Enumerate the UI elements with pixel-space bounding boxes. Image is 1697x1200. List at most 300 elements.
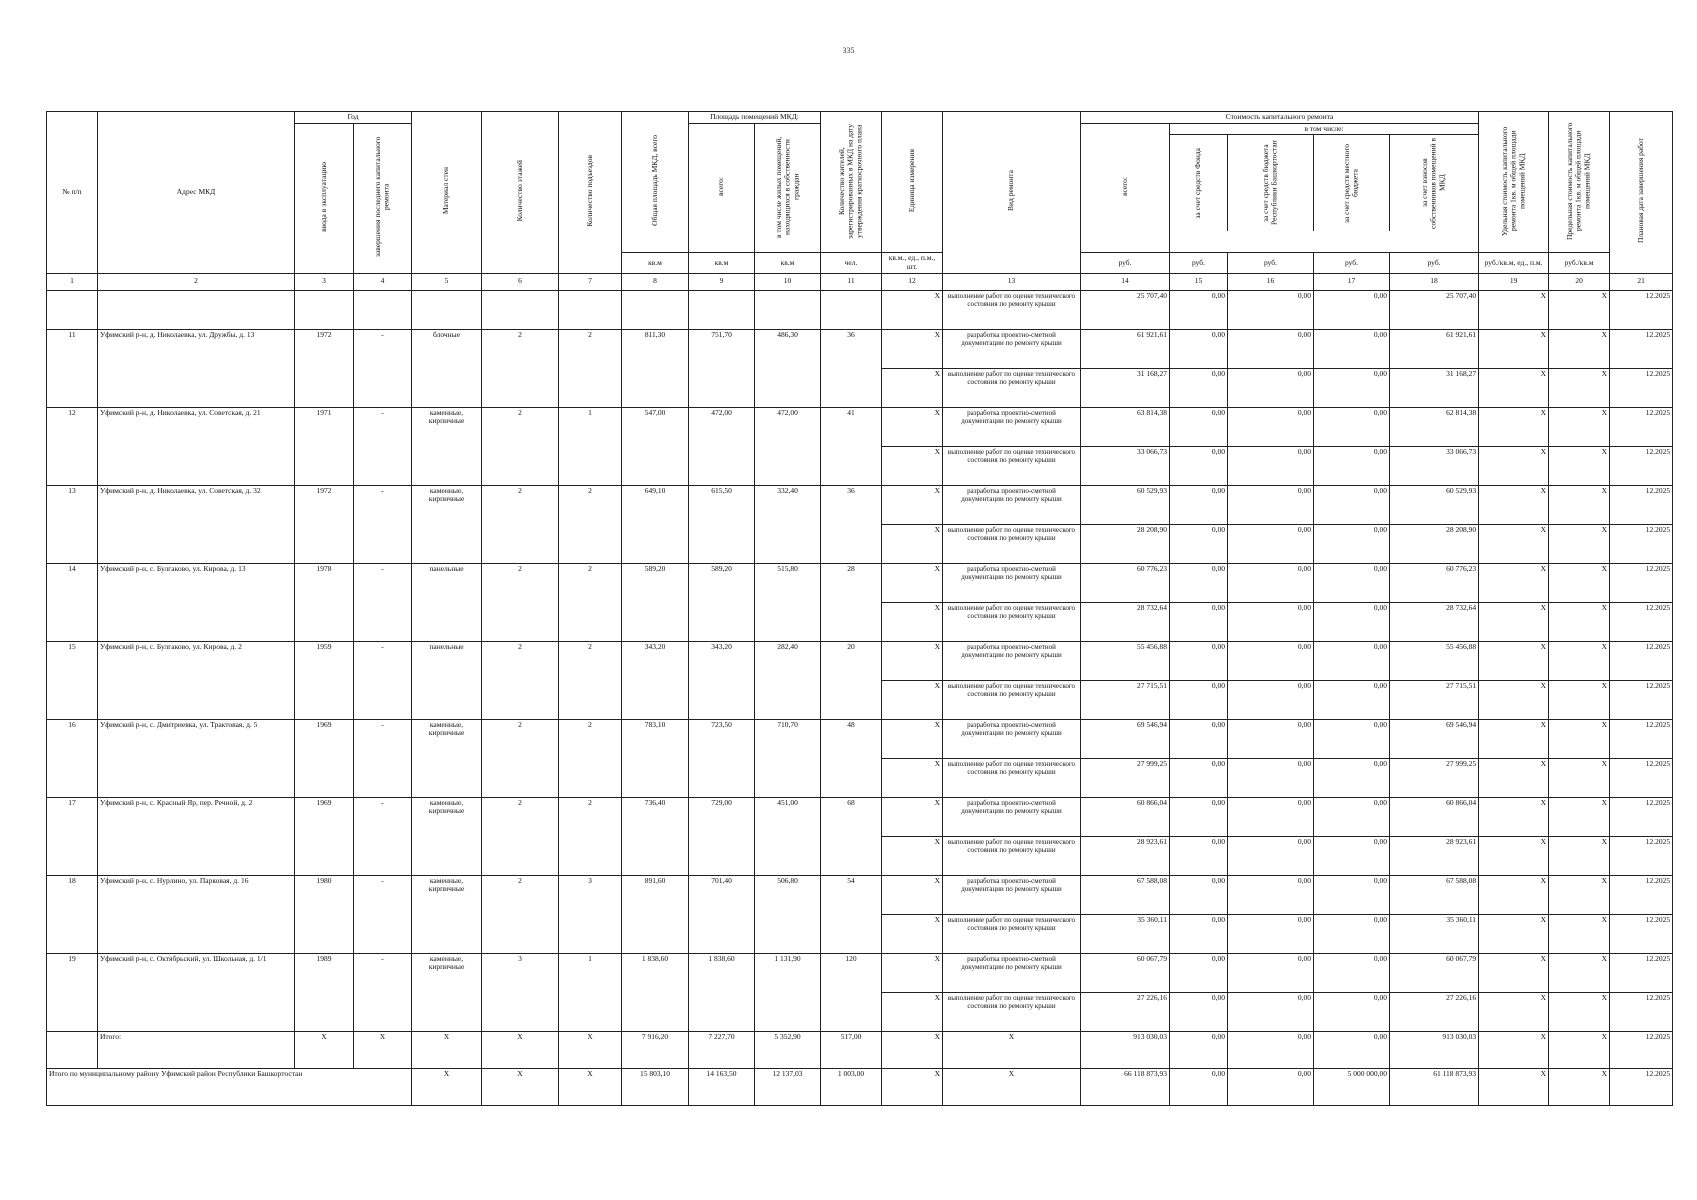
cell-local: 0,00	[1314, 875, 1390, 914]
cell-fund: 0,00	[1170, 914, 1228, 953]
hdr-cost-incl-wrap	[1170, 123, 1479, 253]
cell-fund: 0,00	[1170, 368, 1228, 407]
cell-district-owners: 61 118 873,93	[1390, 1068, 1479, 1105]
table-row	[47, 329, 1673, 368]
hdr-unit-rub2: руб.	[1170, 253, 1228, 273]
hdr-area-group: Площадь помещений МКД:	[689, 112, 821, 124]
column-number: 11	[821, 273, 882, 290]
cell-index: 18	[47, 875, 98, 953]
cell-district-republic: 0,00	[1228, 1068, 1314, 1105]
cell-total-area: 589,20	[622, 563, 689, 641]
cell-fund: 0,00	[1170, 758, 1228, 797]
cell-total-area: 649,10	[622, 485, 689, 563]
page-number: 335	[842, 46, 855, 55]
cell-republic: 0,00	[1228, 914, 1314, 953]
cell-itogo-area1: 7 227,70	[689, 1031, 755, 1068]
cell-date: 12.2025	[1610, 875, 1673, 914]
cell-local: 0,00	[1314, 797, 1390, 836]
cell-wall-material: каменные, кирпичные	[412, 953, 482, 1031]
cell-specific: X	[1479, 563, 1549, 602]
cell-unit: X	[882, 524, 943, 563]
cell-floors: 2	[482, 485, 559, 563]
cell-specific: X	[1479, 758, 1549, 797]
cell-local: 0,00	[1314, 836, 1390, 875]
hdr-cost-republic: за счет средств бюджета Республики Башкортостан	[1228, 135, 1314, 231]
cell-year-commission: 1969	[295, 797, 354, 875]
cell-work: разработка проектно-сметной документации по ремонту крыши	[943, 407, 1081, 446]
cell-year-commission: 1978	[295, 563, 354, 641]
cell-district-total: 66 118 873,93	[1081, 1068, 1170, 1105]
cell-limit: X	[1549, 797, 1610, 836]
cell-entrances: 2	[559, 563, 622, 641]
cell-date: 12.2025	[1610, 758, 1673, 797]
cell-total: 61 921,61	[1081, 329, 1170, 368]
cell-year-last-repair: -	[354, 719, 412, 797]
cell-itogo-local: 0,00	[1314, 1031, 1390, 1068]
cell-unit: X	[882, 953, 943, 992]
cell-owners: 55 456,88	[1390, 641, 1479, 680]
hdr-floors: Количество этажей	[482, 112, 559, 274]
hdr-unit-rub4: руб.	[1314, 253, 1390, 273]
cell-republic: 0,00	[1228, 446, 1314, 485]
cell-fund: 0,00	[1170, 953, 1228, 992]
table-body	[47, 290, 1673, 1031]
cell-work: выполнение работ по оценке технического состояния по ремонту крыши	[943, 836, 1081, 875]
cell-specific: X	[1479, 953, 1549, 992]
cell-area-total: 751,70	[689, 329, 755, 407]
cell-floors: 2	[482, 719, 559, 797]
cell-total: 28 923,61	[1081, 836, 1170, 875]
cell-work: выполнение работ по оценке технического состояния по ремонту крыши	[943, 992, 1081, 1031]
hdr-year-commission: ввода в эксплуатацию	[295, 123, 354, 273]
cell-year-commission: 1969	[295, 719, 354, 797]
cell-local: 0,00	[1314, 563, 1390, 602]
column-number: 20	[1549, 273, 1610, 290]
cell-work: разработка проектно-сметной документации по ремонту крыши	[943, 953, 1081, 992]
cell-year-last-repair: -	[354, 641, 412, 719]
cell-specific: X	[1479, 407, 1549, 446]
cell-limit: X	[1549, 641, 1610, 680]
cell-index: 17	[47, 797, 98, 875]
cell-district-fund: 0,00	[1170, 1068, 1228, 1105]
cell-itogo-republic: 0,00	[1228, 1031, 1314, 1068]
cell-year-last-repair: -	[354, 563, 412, 641]
cell-wall-material: каменные, кирпичные	[412, 407, 482, 485]
cell-year-last-repair: -	[354, 875, 412, 953]
cell-owners: 60 776,23	[1390, 563, 1479, 602]
cell-fund: 0,00	[1170, 329, 1228, 368]
hdr-limit-cost: Предельная стоимость капитального ремонта 1кв. м общей площади помещений МКД	[1549, 112, 1610, 253]
cell-wall-material: блочные	[412, 329, 482, 407]
cell-unit: X	[882, 797, 943, 836]
cell-district-floors: X	[482, 1068, 559, 1105]
cell-year-commission: 1989	[295, 953, 354, 1031]
cell-entrances: 2	[559, 485, 622, 563]
cell-fund: 0,00	[1170, 836, 1228, 875]
cell-total: 28 732,64	[1081, 602, 1170, 641]
cell-date: 12.2025	[1610, 407, 1673, 446]
column-number: 1	[47, 273, 98, 290]
column-number: 14	[1081, 273, 1170, 290]
cell-owners: 67 588,08	[1390, 875, 1479, 914]
cell-republic: 0,00	[1228, 953, 1314, 992]
column-number: 13	[943, 273, 1081, 290]
cell-date: 12.2025	[1610, 368, 1673, 407]
cell-address: Уфимский р-н, с. Булгаково, ул. Кирова, д. 13	[98, 563, 295, 641]
cell-address: Уфимский р-н, д. Николаевка, ул. Советская, д. 21	[98, 407, 295, 485]
hdr-year-last-repair: завершения последнего капитального ремонта	[354, 123, 412, 273]
table-row	[47, 797, 1673, 836]
cell-specific: X	[1479, 446, 1549, 485]
cell-specific: X	[1479, 485, 1549, 524]
cell-address: Уфимский р-н, с. Булгаково, ул. Кирова, д. 2	[98, 641, 295, 719]
cell-floors: 2	[482, 329, 559, 407]
cell-unit: X	[882, 875, 943, 914]
column-number: 10	[755, 273, 821, 290]
cell-itogo-y1: X	[295, 1031, 354, 1068]
cell-local: 0,00	[1314, 914, 1390, 953]
cell-total: 28 208,90	[1081, 524, 1170, 563]
cell-district-date: 12.2025	[1610, 1068, 1673, 1105]
cell-work: выполнение работ по оценке технического состояния по ремонту крыши	[943, 680, 1081, 719]
cell-unit: X	[882, 329, 943, 368]
cell-limit: X	[1549, 953, 1610, 992]
cell-work: выполнение работ по оценке технического состояния по ремонту крыши	[943, 914, 1081, 953]
cell-fund: 0,00	[1170, 641, 1228, 680]
column-number: 8	[622, 273, 689, 290]
table-row	[47, 875, 1673, 914]
cell-local: 0,00	[1314, 407, 1390, 446]
hdr-area-total: всего:	[689, 123, 755, 253]
cell-district-total-area: 15 803,10	[622, 1068, 689, 1105]
cell-address: Уфимский р-н, д. Николаевка, ул. Советская, д. 32	[98, 485, 295, 563]
cell-republic: 0,00	[1228, 719, 1314, 758]
column-number: 9	[689, 273, 755, 290]
cell-itogo-mat: X	[412, 1031, 482, 1068]
cell-specific: X	[1479, 641, 1549, 680]
cell-republic: 0,00	[1228, 407, 1314, 446]
cell-owners: 28 923,61	[1390, 836, 1479, 875]
cell-republic: 0,00	[1228, 875, 1314, 914]
column-number: 15	[1170, 273, 1228, 290]
cell-total-area: 811,30	[622, 329, 689, 407]
cell-address: Уфимский р-н, с. Дмитриевка, ул. Трактовая, д. 5	[98, 719, 295, 797]
cell-fund: 0,00	[1170, 563, 1228, 602]
capital-repair-table-wrapper	[46, 111, 1672, 1106]
cell-fund: 0,00	[1170, 797, 1228, 836]
hdr-cost-total: всего:	[1081, 123, 1170, 253]
cell-district-area1: 14 163,50	[689, 1068, 755, 1105]
cell-specific: X	[1479, 524, 1549, 563]
cell-limit: X	[1549, 563, 1610, 602]
table-row	[47, 407, 1673, 446]
cell-unit: X	[882, 407, 943, 446]
cell-year-commission: 1980	[295, 875, 354, 953]
cell-work: разработка проектно-сметной документации по ремонту крыши	[943, 719, 1081, 758]
cell-index: 15	[47, 641, 98, 719]
cell-itogo-total: 913 030,03	[1081, 1031, 1170, 1068]
cell-unit: X	[882, 446, 943, 485]
hdr-wall-material: Материал стен	[412, 112, 482, 274]
cell-district-work: X	[943, 1068, 1081, 1105]
cell-total: 35 360,11	[1081, 914, 1170, 953]
cell-local: 0,00	[1314, 680, 1390, 719]
cell-owners: 62 814,38	[1390, 407, 1479, 446]
cell-owners: 60 067,79	[1390, 953, 1479, 992]
cell-total-area: 547,00	[622, 407, 689, 485]
cell-fund: 0,00	[1170, 290, 1228, 329]
cell-itogo-floors: X	[482, 1031, 559, 1068]
cell-area-total: 729,00	[689, 797, 755, 875]
cell-unit: X	[882, 914, 943, 953]
cell-specific: X	[1479, 602, 1549, 641]
cell-limit: X	[1549, 719, 1610, 758]
cell-total: 60 776,23	[1081, 563, 1170, 602]
cell-fund: 0,00	[1170, 485, 1228, 524]
cell-owners: 28 732,64	[1390, 602, 1479, 641]
cell-total: 25 707,40	[1081, 290, 1170, 329]
hdr-unit-lim: руб./кв.м	[1549, 253, 1610, 273]
cell-limit: X	[1549, 446, 1610, 485]
cell-area-fund: 472,00	[755, 407, 821, 485]
cell-republic: 0,00	[1228, 797, 1314, 836]
cell-area-total: 343,20	[689, 641, 755, 719]
cell-itogo-area2: 5 352,90	[755, 1031, 821, 1068]
table-row-continuation	[47, 290, 1673, 329]
cell-local: 0,00	[1314, 992, 1390, 1031]
cell-limit: X	[1549, 992, 1610, 1031]
cell-specific: X	[1479, 329, 1549, 368]
cell-date: 12.2025	[1610, 953, 1673, 992]
table-header	[47, 112, 1673, 291]
cell-area-total: 472,00	[689, 407, 755, 485]
table-row	[47, 719, 1673, 758]
cell-floors: 2	[482, 797, 559, 875]
cell-itogo-y2: X	[354, 1031, 412, 1068]
cell-fund: 0,00	[1170, 719, 1228, 758]
cell-itogo-label: Итого:	[98, 1031, 295, 1068]
cell-total: 63 814,38	[1081, 407, 1170, 446]
hdr-work-type: Вид ремонта	[943, 112, 1081, 274]
hdr-specific-cost: Удельная стоимость капитального ремонта 1кв. м общей площади помещений МКД	[1479, 112, 1549, 253]
cell-district-mat: X	[412, 1068, 482, 1105]
cell-republic: 0,00	[1228, 641, 1314, 680]
cell-work: выполнение работ по оценке технического состояния по ремонту крыши	[943, 290, 1081, 329]
hdr-cost-fund: за счет средств Фонда	[1170, 135, 1228, 231]
cell-owners: 35 360,11	[1390, 914, 1479, 953]
hdr-unit-spec: руб./кв.м, ед., п.м.	[1479, 253, 1549, 273]
cell-total-area: 736,40	[622, 797, 689, 875]
column-number: 19	[1479, 273, 1549, 290]
cell-itogo-residents: 517,00	[821, 1031, 882, 1068]
cell-unit: X	[882, 563, 943, 602]
cell-unit: X	[882, 485, 943, 524]
cell-area-fund: 710,70	[755, 719, 821, 797]
cell-itogo-entrances: X	[559, 1031, 622, 1068]
cell-itogo-specific: X	[1479, 1031, 1549, 1068]
hdr-cost-local: за счет средств местного бюджета	[1314, 135, 1390, 231]
cell-unit: X	[882, 680, 943, 719]
cell-work: выполнение работ по оценке технического состояния по ремонту крыши	[943, 602, 1081, 641]
hdr-unit-area2: кв.м	[689, 253, 755, 273]
table-row-district-total	[47, 1068, 1673, 1105]
cell-date: 12.2025	[1610, 485, 1673, 524]
cell-specific: X	[1479, 914, 1549, 953]
cell-fund: 0,00	[1170, 602, 1228, 641]
table-row	[47, 953, 1673, 992]
cell-total: 33 066,73	[1081, 446, 1170, 485]
cell-local: 0,00	[1314, 290, 1390, 329]
cell-district-entrances: X	[559, 1068, 622, 1105]
cell-unit: X	[882, 719, 943, 758]
column-number: 7	[559, 273, 622, 290]
cell-local: 0,00	[1314, 602, 1390, 641]
cell-area-fund: 486,30	[755, 329, 821, 407]
cell-owners: 25 707,40	[1390, 290, 1479, 329]
cell-residents: 28	[821, 563, 882, 641]
cell-itogo-fund: 0,00	[1170, 1031, 1228, 1068]
cell-limit: X	[1549, 368, 1610, 407]
cell-address: Уфимский р-н, д. Николаевка, ул. Дружбы, д. 13	[98, 329, 295, 407]
cell-index: 11	[47, 329, 98, 407]
cell-fund: 0,00	[1170, 875, 1228, 914]
cell-limit: X	[1549, 836, 1610, 875]
cell-work: разработка проектно-сметной документации по ремонту крыши	[943, 329, 1081, 368]
cell-date: 12.2025	[1610, 797, 1673, 836]
cell-address: Уфимский р-н, с. Октябрьский, ул. Школьная, д. 1/1	[98, 953, 295, 1031]
cell-owners: 33 066,73	[1390, 446, 1479, 485]
cell-republic: 0,00	[1228, 836, 1314, 875]
cell-area-fund: 1 131,90	[755, 953, 821, 1031]
cell-entrances: 1	[559, 407, 622, 485]
cell-owners: 27 999,25	[1390, 758, 1479, 797]
hdr-planned-date: Плановая дата завершения работ	[1610, 112, 1673, 274]
hdr-unit-rub1: руб.	[1081, 253, 1170, 273]
cell-local: 0,00	[1314, 446, 1390, 485]
cell-year-last-repair: -	[354, 797, 412, 875]
cell-date: 12.2025	[1610, 719, 1673, 758]
cell-date: 12.2025	[1610, 992, 1673, 1031]
cell-wall-material: каменные, кирпичные	[412, 797, 482, 875]
cell-entrances: 3	[559, 875, 622, 953]
cell-district-local: 5 000 000,00	[1314, 1068, 1390, 1105]
table-row	[47, 485, 1673, 524]
cell-work: выполнение работ по оценке технического состояния по ремонту крыши	[943, 368, 1081, 407]
cell-year-last-repair: -	[354, 407, 412, 485]
cell-itogo-total-area: 7 916,20	[622, 1031, 689, 1068]
cell-owners: 60 529,93	[1390, 485, 1479, 524]
table-totals	[47, 1031, 1673, 1105]
cell-date: 12.2025	[1610, 641, 1673, 680]
cell-itogo-limit: X	[1549, 1031, 1610, 1068]
cell-limit: X	[1549, 680, 1610, 719]
cell-owners: 27 226,16	[1390, 992, 1479, 1031]
cell-fund: 0,00	[1170, 992, 1228, 1031]
hdr-unit-area: кв.м	[622, 253, 689, 273]
cell-specific: X	[1479, 290, 1549, 329]
cell-republic: 0,00	[1228, 524, 1314, 563]
cell-unit: X	[882, 758, 943, 797]
cell-index: 14	[47, 563, 98, 641]
cell-republic: 0,00	[1228, 329, 1314, 368]
cell-entrances: 2	[559, 719, 622, 797]
cell-unit: X	[882, 602, 943, 641]
cell-floors: 2	[482, 407, 559, 485]
cell-area-fund: 282,40	[755, 641, 821, 719]
cell-owners: 27 715,51	[1390, 680, 1479, 719]
cell-date: 12.2025	[1610, 836, 1673, 875]
hdr-residents: Количество жителей, зарегистрированных в МКД на дату утверждения краткосрочного плана	[821, 112, 882, 253]
cell-address: Уфимский р-н, с. Красный Яр, пер. Речной, д. 2	[98, 797, 295, 875]
cell-specific: X	[1479, 719, 1549, 758]
cell-owners: 28 208,90	[1390, 524, 1479, 563]
cell-local: 0,00	[1314, 953, 1390, 992]
cell-floors: 3	[482, 953, 559, 1031]
cell-work: разработка проектно-сметной документации по ремонту крыши	[943, 485, 1081, 524]
cell-district-unit: X	[882, 1068, 943, 1105]
hdr-incl: в том числе:	[1170, 124, 1478, 136]
cell-total-area: 343,20	[622, 641, 689, 719]
cell-owners: 60 866,04	[1390, 797, 1479, 836]
cell-year-commission: 1972	[295, 485, 354, 563]
column-number: 3	[295, 273, 354, 290]
cell-republic: 0,00	[1228, 485, 1314, 524]
cell-residents: 54	[821, 875, 882, 953]
cell-local: 0,00	[1314, 524, 1390, 563]
hdr-total-area: Общая площадь МКД, всего	[622, 112, 689, 253]
cell-limit: X	[1549, 329, 1610, 368]
cell-floors: 2	[482, 563, 559, 641]
hdr-cost-group: Стоимость капитального ремонта	[1081, 112, 1479, 124]
cell-year-last-repair: -	[354, 953, 412, 1031]
cell-index: 16	[47, 719, 98, 797]
capital-repair-table	[46, 111, 1673, 1106]
hdr-unit-rub3: руб.	[1228, 253, 1314, 273]
cell-work: разработка проектно-сметной документации по ремонту крыши	[943, 797, 1081, 836]
cell-wall-material: панельные	[412, 563, 482, 641]
cell-residents: 36	[821, 485, 882, 563]
cell-area-fund: 506,80	[755, 875, 821, 953]
cell-owners: 31 168,27	[1390, 368, 1479, 407]
cell-work: выполнение работ по оценке технического состояния по ремонту крыши	[943, 446, 1081, 485]
cell-year-commission: 1972	[295, 329, 354, 407]
cell-total-area: 783,10	[622, 719, 689, 797]
cell-total: 55 456,88	[1081, 641, 1170, 680]
cell-year-commission: 1959	[295, 641, 354, 719]
cell-year-last-repair: -	[354, 329, 412, 407]
cell-total: 60 067,79	[1081, 953, 1170, 992]
cell-index: 19	[47, 953, 98, 1031]
cell-area-fund: 515,80	[755, 563, 821, 641]
cell-date: 12.2025	[1610, 329, 1673, 368]
column-number: 16	[1228, 273, 1314, 290]
column-number: 4	[354, 273, 412, 290]
cell-limit: X	[1549, 758, 1610, 797]
cell-republic: 0,00	[1228, 290, 1314, 329]
hdr-address: Адрес МКД	[98, 112, 295, 274]
cell-unit: X	[882, 368, 943, 407]
cell-total: 27 999,25	[1081, 758, 1170, 797]
cell-entrances: 1	[559, 953, 622, 1031]
cell-republic: 0,00	[1228, 602, 1314, 641]
cell-wall-material: каменные, кирпичные	[412, 875, 482, 953]
cell-index: 13	[47, 485, 98, 563]
column-number: 12	[882, 273, 943, 290]
cell-total: 31 168,27	[1081, 368, 1170, 407]
cell-residents: 36	[821, 329, 882, 407]
cell-area-total: 589,20	[689, 563, 755, 641]
cell-wall-material: каменные, кирпичные	[412, 485, 482, 563]
